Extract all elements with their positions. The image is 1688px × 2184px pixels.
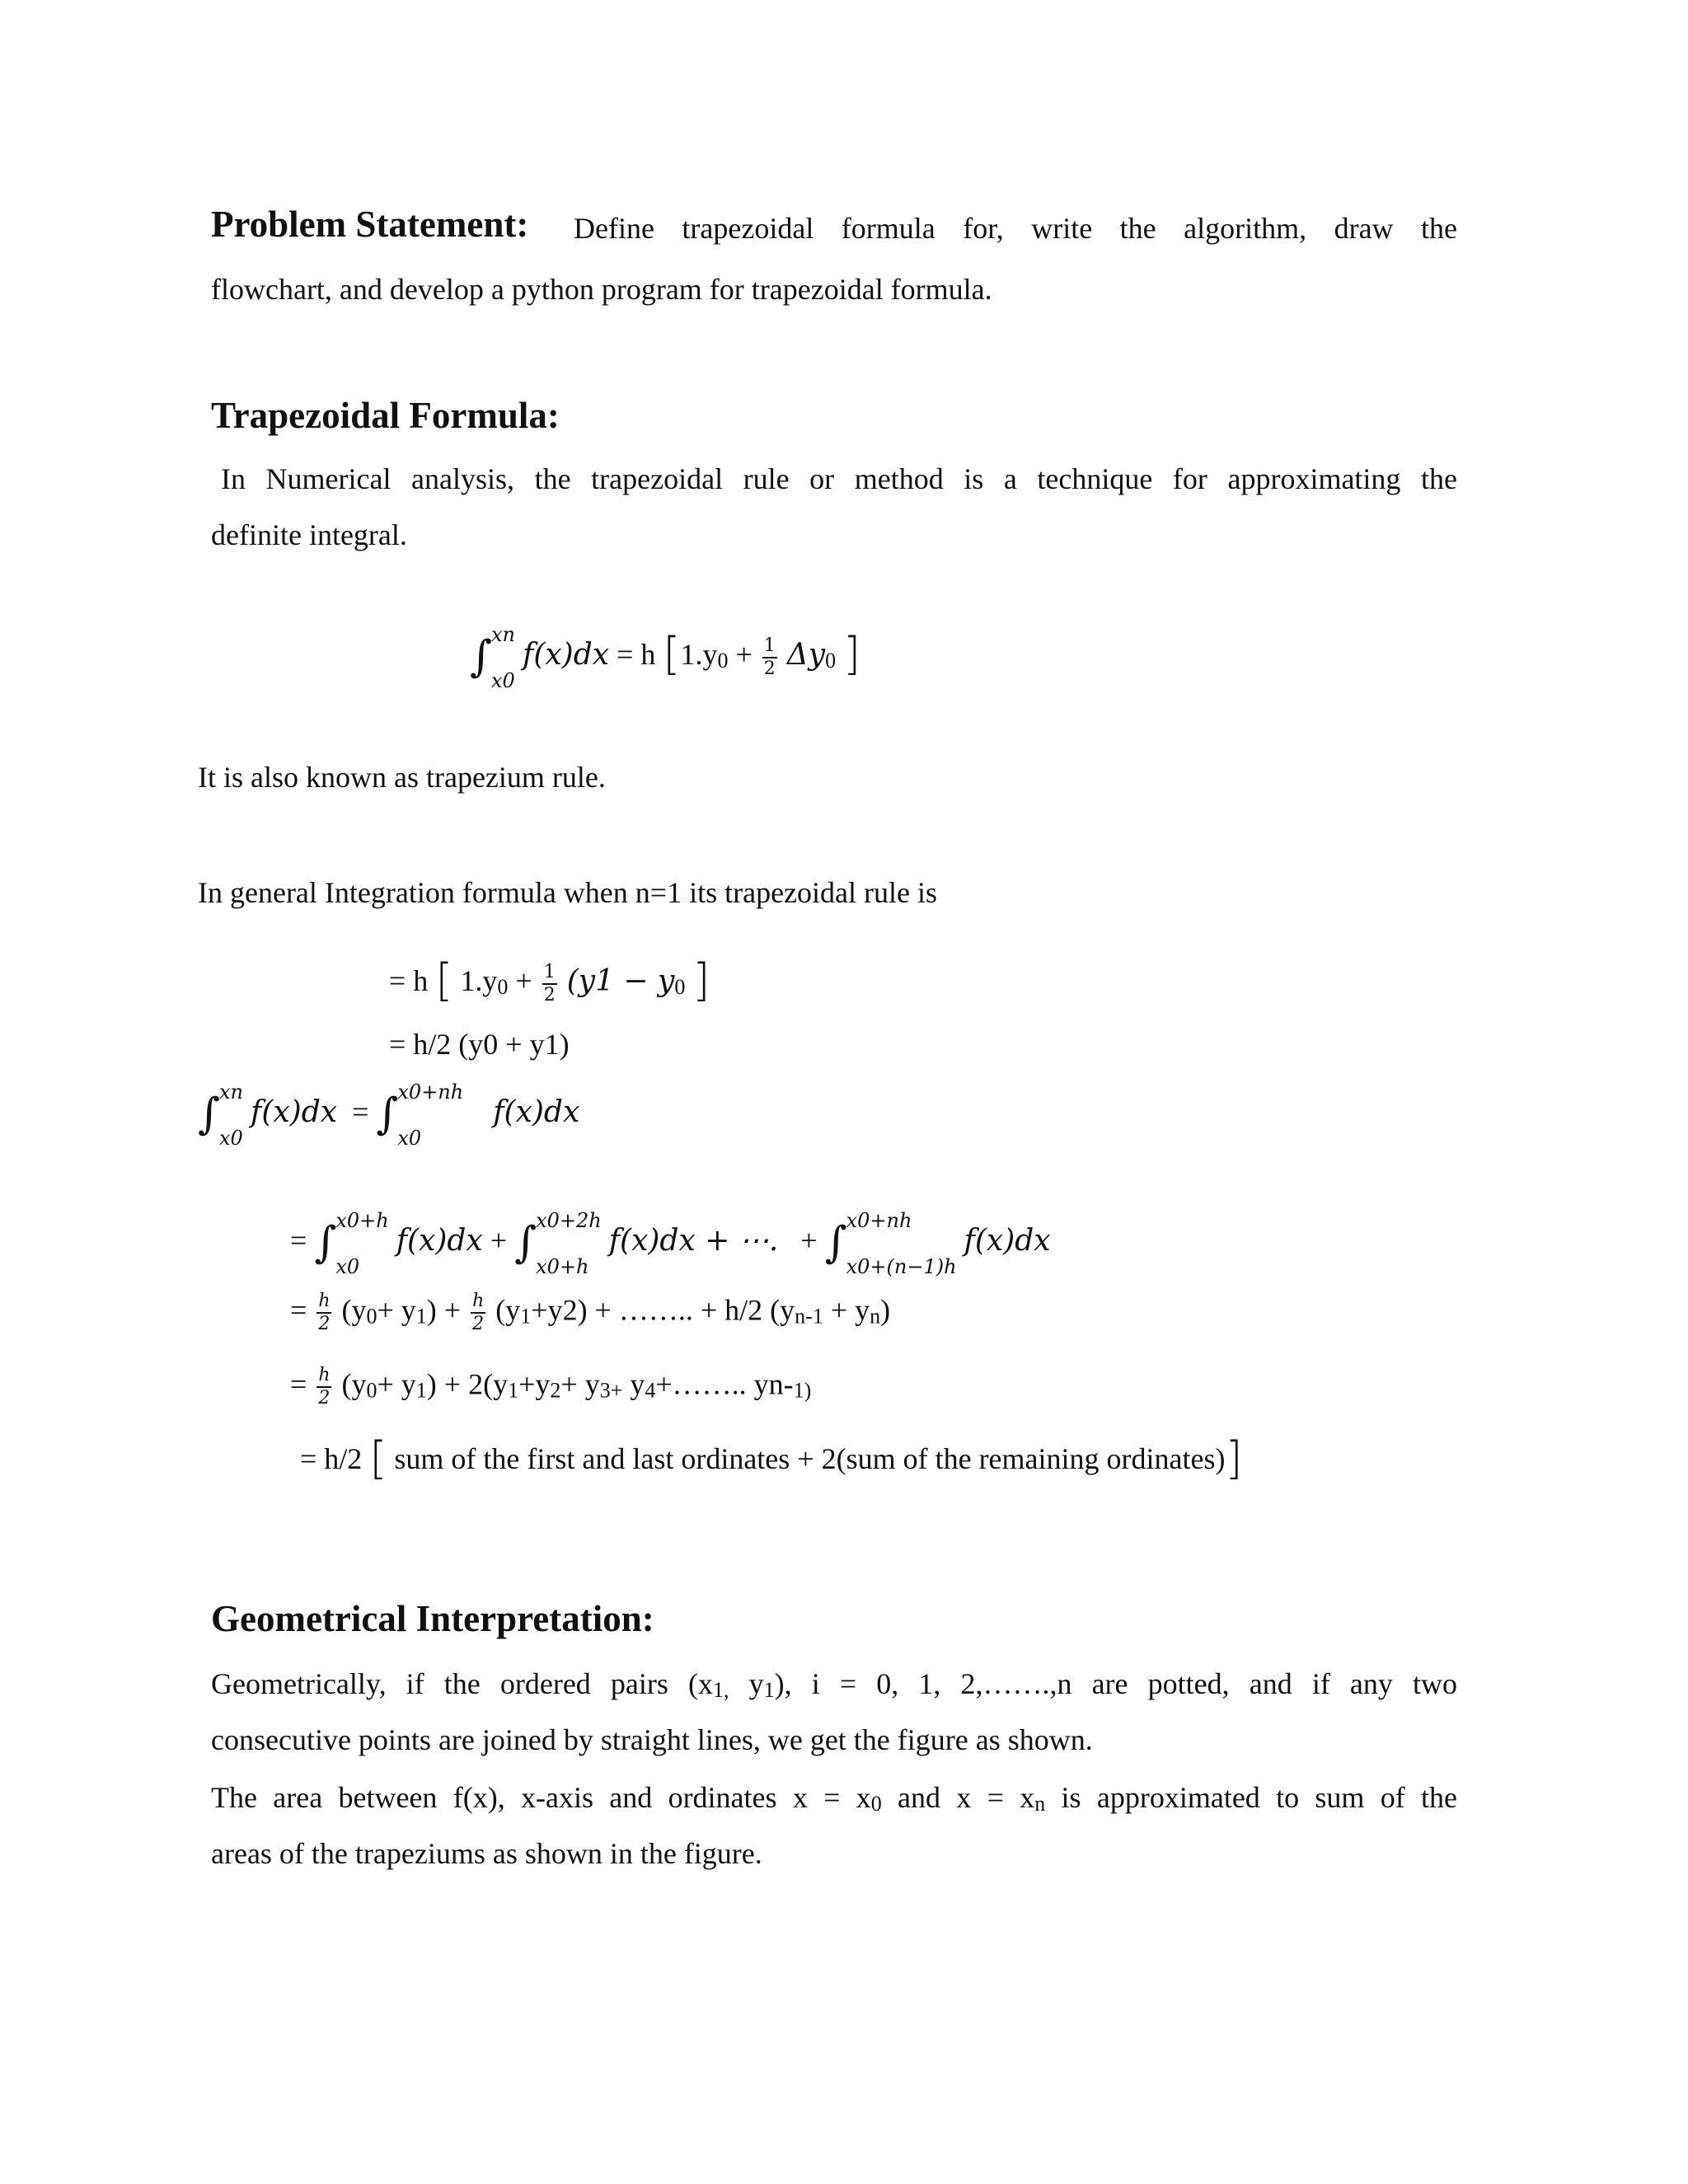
also-known-text: It is also known as trapezium rule. — [198, 761, 606, 794]
bracket-open: [ — [663, 628, 681, 680]
trapezoidal-text-1: In Numerical analysis, the trapezoidal rule or method is a technique for approximating the — [221, 462, 1457, 495]
split-integral-equation: ∫ xn x0 f(x)dx = ∫ x0+nh x0 f(x)dx — [198, 1080, 580, 1150]
terms-equation-2: = $\frac{h}{2}$ $(y_0+ y_1) + 2(y_1+y_2+ y_{3+}$ $y_4+\dots\dots$.. $yn-_{1)}$ — [290, 1365, 812, 1408]
equals-h: = h — [617, 638, 656, 671]
geometry-text-1: Geometrically, if the ordered pairs ($x_{1,}$ $y_1$), i = 0, 1, 2,…….,n are potted, and if any two — [211, 1667, 1458, 1702]
problem-statement-text-2: flowchart, and develop a python program for trapezoidal formula. — [211, 273, 992, 306]
general-equation-1: = h [ $1.y_0$ + $\frac{1}{2}$ ($y1 - y_0$ ] — [389, 954, 710, 1006]
general-integration-text: In general Integration formula when n=1 its trapezoidal rule is — [198, 876, 937, 909]
geometry-text-2: consecutive points are joined by straight lines, we get the figure as shown. — [211, 1723, 1093, 1756]
integral-sign: ∫ — [470, 632, 493, 682]
geometry-text-3: The area between f(x), x-axis and ordinates $x = x_0$ and $x = x_n$ is approximated to sum of the — [211, 1781, 1457, 1816]
general-equation-2: = h/2 (y0 + y1) — [389, 1028, 570, 1061]
problem-statement-label: Problem Statement: — [211, 204, 529, 245]
sum-of-integrals-equation: = ∫ x0+h x0 f(x)dx + ∫ x0+2h x0+h f(x)dx + ⋯. + ∫ x0+nh x0+(n−1)h f(x)dx — [290, 1208, 1051, 1278]
terms-equation-1: = $\frac{h}{2}$ $(y_0+ y_1)$ + $\frac{h}{2}$ $(y_1+y2)$ + …….. + h/2 $(y_{n-1} + y_n)$ — [290, 1291, 891, 1334]
delta-y: Δy — [786, 638, 826, 672]
bracket-close: ] — [843, 628, 861, 680]
final-equation: = h/2 [ sum of the first and last ordinates + 2(sum of the remaining ordinates)] — [300, 1432, 1243, 1484]
problem-statement-text: Define trapezoidal formula for, write the algorithm, draw the — [574, 212, 1457, 245]
trapezoidal-text-2: definite integral. — [211, 518, 407, 551]
problem-statement-line1 — [211, 203, 528, 246]
geometry-text-4: areas of the trapeziums as shown in the figure. — [211, 1837, 762, 1870]
trapezoidal-heading: Trapezoidal Formula: — [211, 395, 560, 436]
geometry-heading: Geometrical Interpretation: — [211, 1598, 654, 1639]
fraction-half: $\frac{1}{2}$ — [763, 635, 776, 679]
integral-limits: xn x0 — [491, 622, 515, 692]
main-equation: ∫ xn x0 f(x)dx = h [$1.y_0$ + $\frac{1}{2}$ $\Delta y_0$ ] — [470, 622, 861, 692]
integrand: f(x)dx — [523, 638, 610, 672]
